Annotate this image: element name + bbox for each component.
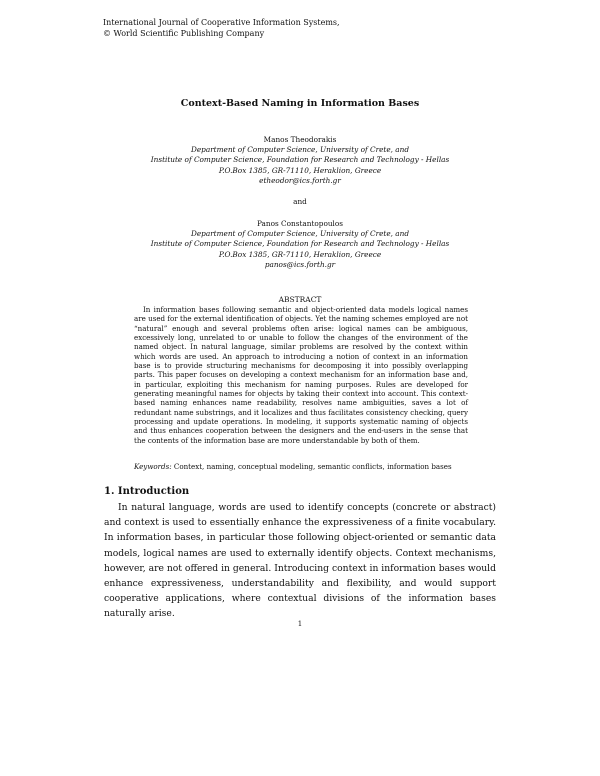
page-number: 1 xyxy=(297,620,303,628)
author-address: P.O.Box 1385, GR-71110, Heraklion, Greece xyxy=(218,249,382,259)
author-email: etheodor@ics.forth.gr xyxy=(259,175,341,185)
author-affiliation: Department of Computer Science, University of Crete, and xyxy=(191,229,409,239)
author-separator: and xyxy=(293,197,307,206)
abstract-text: In information bases following semantic and object-oriented data models logical names are used for the external identification of objects. Yet the naming schemes employed are not “natural” enough and several problems often arise: logical names can be ambiguous, excessively long, unrelated to or unable to follow the changes of the environment of the named object. In natural language, similar problems are resolved by the context within which words are used. An approach to introducing a notion of context in an information base is to provide structuring mechanisms for decomposing it into possibly overlapping parts. This paper focuses on developing a context mechanism for an information base and, in particular, exploiting this mechanism for naming purposes. Rules are developed for generating meaningful names for objects by taking their context into account. This context-based naming enhances name readability, resolves name ambiguities, saves a lot of redundant name substrings, and it localizes and thus facilitates consistency checking, query processing and update operations. In modeling, it supports systematic naming of objects and thus enhances cooperation between the designers and the end-users in the sense that the contents of the information base are more understandable by both of them. xyxy=(134,305,468,445)
keywords xyxy=(134,462,474,471)
author-block-2 xyxy=(60,219,540,270)
abstract-heading: ABSTRACT xyxy=(278,295,322,304)
journal-header xyxy=(103,17,340,39)
author-affiliation: Institute of Computer Science, Foundation for Research and Technology - Hellas xyxy=(150,239,450,249)
author-name: Panos Constantopoulos xyxy=(256,219,344,228)
paper-title: Context-Based Naming in Information Bases xyxy=(180,98,420,109)
author-email: panos@ics.forth.gr xyxy=(264,259,336,269)
author-name: Manos Theodorakis xyxy=(263,135,337,144)
author-address: P.O.Box 1385, GR-71110, Heraklion, Greece xyxy=(218,165,382,175)
section-heading: 1. Introduction xyxy=(104,486,190,497)
keywords-text: Context, naming, conceptual modeling, semantic conflicts, information bases xyxy=(173,462,452,471)
author-affiliation: Department of Computer Science, University of Crete, and xyxy=(191,145,409,155)
section-text: In natural language, words are used to identify concepts (concrete or abstract) and context is used to essentially enhance the expressiveness of a finite vocabulary. In information bases, in particular those following object-oriented or semantic data models, logical names are used to externally identify objects. Context mechanisms, however, are not offered in general. Introducing context in information bases would enhance expressiveness, understandability and flexibility, and would support cooperative applications, where contextual divisions of the information bases naturally arise. xyxy=(104,502,496,620)
author-affiliation: Institute of Computer Science, Foundation for Research and Technology - Hellas xyxy=(150,155,450,165)
journal-name: International Journal of Cooperative Information Systems, xyxy=(103,18,340,27)
author-block-1 xyxy=(60,135,540,186)
journal-copyright: © World Scientific Publishing Company xyxy=(103,29,265,38)
keywords-label: Keywords: xyxy=(134,462,172,471)
